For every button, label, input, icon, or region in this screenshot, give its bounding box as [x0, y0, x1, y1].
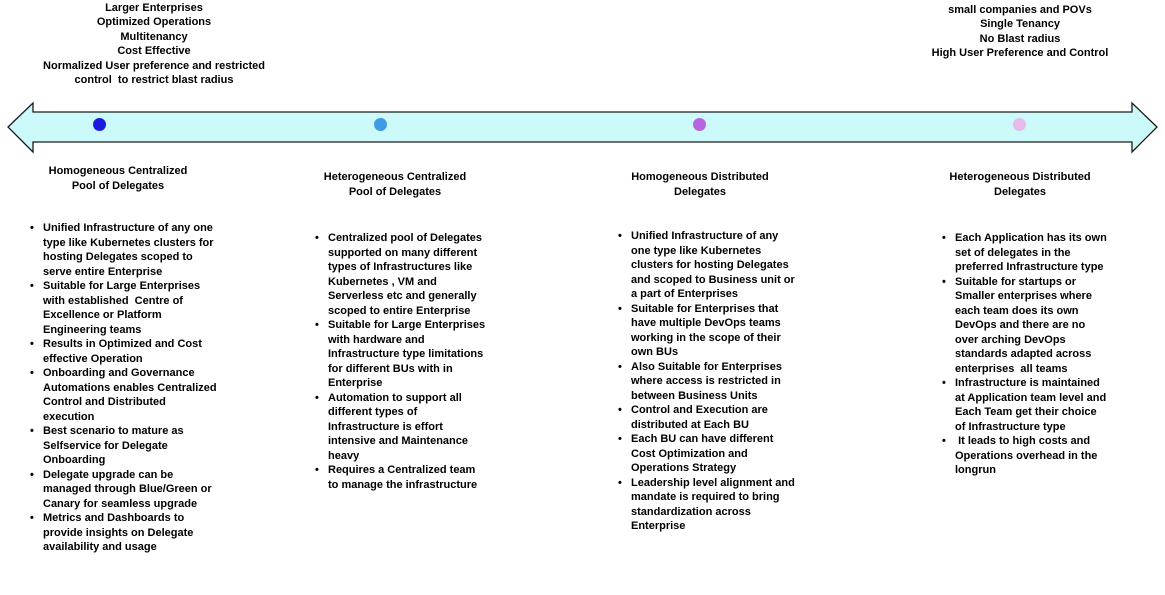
- bullet-item: • Onboarding and Governance Automations enables Centralized Control and Distributed execution: [29, 366, 219, 424]
- column-title: Homogeneous Distributed Delegates: [631, 171, 769, 198]
- note-line: High User Preference and Control: [931, 47, 1109, 60]
- column-bullet-list: [617, 229, 797, 534]
- bullet-item: • It leads to high costs and Operations overhead in the longrun: [941, 434, 1109, 478]
- bullet-item: • Leadership level alignment and mandate is required to bring standardization across Enterprise: [617, 476, 797, 534]
- bullet-item: • Unified Infrastructure of any one type like Kubernetes clusters for hosting Delegates and scoped to Business unit or a part of Enterprises: [617, 229, 797, 302]
- column-heterogeneous-centralized: [310, 160, 500, 492]
- bullet-item: • Suitable for startups or Smaller enterprises where each team does its own DevOps and there are no over arching DevOps standards adapted across enterprises all teams: [941, 275, 1109, 377]
- spectrum-arrow: [0, 95, 1165, 165]
- bullet-item: • Suitable for Enterprises that have multiple DevOps teams working in the scope of their own BUs: [617, 302, 797, 360]
- bullet-item: • Best scenario to mature as Selfservice for Delegate Onboarding: [29, 424, 219, 468]
- bullet-item: • Results in Optimized and Cost effective Operation: [29, 337, 219, 366]
- bullet-item: • Each Application has its own set of delegates in the preferred Infrastructure type: [941, 231, 1109, 275]
- bullet-item: • Also Suitable for Enterprises where access is restricted in between Business Units: [617, 360, 797, 404]
- left-end-characteristics-note: [25, 1, 283, 87]
- marker-dot-homogeneous-distributed: [693, 118, 706, 131]
- bullet-item: • Metrics and Dashboards to provide insights on Delegate availability and usage: [29, 511, 219, 555]
- column-bullet-list: [314, 231, 489, 492]
- bullet-item: • Suitable for Large Enterprises with hardware and Infrastructure type limitations for different BUs with in Enterprise: [314, 318, 486, 391]
- column-bullet-list: [29, 221, 219, 555]
- column-title: Heterogeneous Distributed Delegates: [949, 171, 1091, 198]
- right-end-characteristics-note: [909, 3, 1131, 61]
- note-line: Multitenancy: [120, 30, 188, 43]
- bullet-item: • Delegate upgrade can be managed through Blue/Green or Canary for seamless upgrade: [29, 468, 219, 512]
- column-title: Homogeneous Centralized Pool of Delegates: [48, 165, 188, 192]
- note-line: Larger Enterprises: [105, 2, 203, 14]
- bullet-item: • Control and Execution are distributed at Each BU: [617, 403, 797, 432]
- column-homogeneous-distributed: [612, 160, 807, 534]
- bullet-item: • Unified Infrastructure of any one type like Kubernetes clusters for hosting Delegates scoped to serve entire Enterprise: [29, 221, 219, 279]
- note-line: Single Tenancy: [980, 18, 1060, 31]
- bullet-item: • Suitable for Large Enterprises with established Centre of Excellence or Platform Engineering teams: [29, 279, 219, 337]
- note-line: No Blast radius: [979, 32, 1061, 45]
- bullet-item: • Each BU can have different Cost Optimization and Operations Strategy: [617, 432, 797, 476]
- column-homogeneous-centralized: [24, 160, 229, 555]
- marker-dot-heterogeneous-distributed: [1013, 118, 1026, 131]
- double-arrow-shape: [8, 103, 1157, 152]
- bullet-item: • Infrastructure is maintained at Application team level and Each Team get their choice of Infrastructure type: [941, 376, 1109, 434]
- marker-dot-homogeneous-centralized: [93, 118, 106, 131]
- marker-dot-heterogeneous-centralized: [374, 118, 387, 131]
- bullet-item: • Automation to support all different types of Infrastructure is effort intensive and Maintenance heavy: [314, 391, 486, 464]
- note-line: Optimized Operations: [96, 16, 212, 29]
- note-line: Cost Effective: [117, 45, 191, 58]
- column-bullet-list: [941, 231, 1109, 478]
- column-title: Heterogeneous Centralized Pool of Delegates: [323, 171, 467, 198]
- note-line: control to restrict blast radius: [74, 74, 234, 87]
- note-line: Normalized User preference and restricted: [43, 59, 265, 72]
- bullet-item: • Centralized pool of Delegates supported on many different types of Infrastructures like Kubernetes , VM and Serverless etc and generally scoped to entire Enterprise: [314, 231, 486, 318]
- column-heterogeneous-distributed: [936, 160, 1116, 478]
- note-line: small companies and POVs: [948, 4, 1092, 16]
- bullet-item: • Requires a Centralized team to manage the infrastructure: [314, 463, 486, 492]
